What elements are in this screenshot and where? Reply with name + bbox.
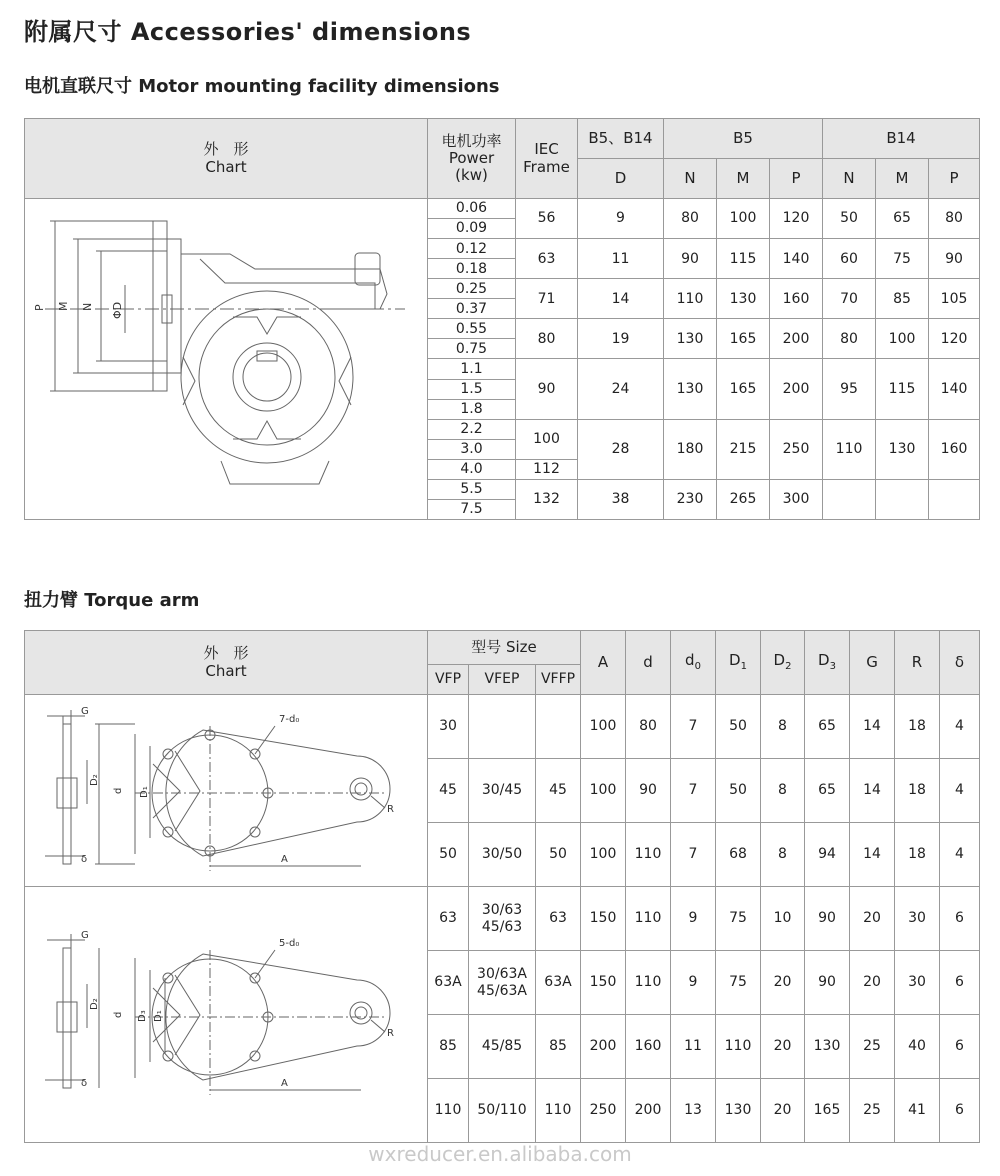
d-cell: 9: [578, 199, 664, 239]
d3-cell: 65: [805, 759, 850, 823]
b14-n-cell: 80: [823, 319, 876, 359]
b14-p-cell: [929, 479, 980, 519]
d1-cell: 68: [716, 823, 761, 887]
d3-header: $D_3$: [805, 631, 850, 695]
d3-cell: 165: [805, 1079, 850, 1143]
delta-label: δ: [81, 1077, 88, 1089]
b5-m-cell: 100: [717, 199, 770, 239]
watermark: wxreducer.en.alibaba.com: [368, 1142, 632, 1166]
b5-m-cell: 130: [717, 279, 770, 319]
iec-header: IEC Frame: [516, 119, 578, 199]
power-cell: 5.5: [428, 479, 516, 499]
d3-cell: 65: [805, 695, 850, 759]
d-cell: 24: [578, 359, 664, 419]
b14-n-cell: 70: [823, 279, 876, 319]
d2-cell: 20: [761, 951, 805, 1015]
vffp-cell: 63: [536, 887, 581, 951]
iec-cell: 71: [516, 279, 578, 319]
power-cell: 0.06: [428, 199, 516, 219]
b14-m-cell: 75: [876, 239, 929, 279]
b5-m-cell: 265: [717, 479, 770, 519]
g-cell: 14: [850, 823, 895, 887]
r-cell: 30: [895, 887, 940, 951]
g-label: G: [81, 929, 89, 941]
b14-m-cell: 115: [876, 359, 929, 419]
delta-cell: 6: [940, 1079, 980, 1143]
d2-cell: 8: [761, 759, 805, 823]
vfep-cell: [469, 695, 536, 759]
d1-cell: 75: [716, 951, 761, 1015]
power-cell: 0.09: [428, 219, 516, 239]
d-cell: 28: [578, 419, 664, 479]
power-cell: 1.5: [428, 379, 516, 399]
chart-header: 外 形 Chart: [25, 119, 428, 199]
d0-cell: 7: [671, 759, 716, 823]
power-cell: 0.55: [428, 319, 516, 339]
motor-section-heading: 电机直联尺寸 Motor mounting facility dimensions: [24, 76, 500, 97]
b5-m-cell: 115: [717, 239, 770, 279]
b14-m-cell: 100: [876, 319, 929, 359]
a-cell: 200: [581, 1015, 626, 1079]
d0-cell: 7: [671, 695, 716, 759]
d2-cell: 10: [761, 887, 805, 951]
b5-n-header: N: [664, 159, 717, 199]
torque-arm-drawing-1: [25, 696, 428, 886]
g-label: G: [81, 705, 89, 717]
r-cell: 18: [895, 695, 940, 759]
d0-cell: 9: [671, 951, 716, 1015]
a-cell: 100: [581, 823, 626, 887]
delta-label: δ: [81, 853, 88, 865]
n-label: N: [81, 302, 94, 311]
power-cell: 2.2: [428, 419, 516, 439]
iec-cell: 112: [516, 459, 578, 479]
power-cell: 0.18: [428, 259, 516, 279]
b5-p-cell: 140: [770, 239, 823, 279]
vffp-cell: 85: [536, 1015, 581, 1079]
chart-header: 外 形 Chart: [25, 631, 428, 695]
power-cell: 0.25: [428, 279, 516, 299]
r-label: R: [387, 803, 394, 815]
d1-label: D₁: [153, 1009, 164, 1022]
b5-n-cell: 230: [664, 479, 717, 519]
d-cell: 80: [626, 695, 671, 759]
b5-n-cell: 90: [664, 239, 717, 279]
d2-label: D₂: [89, 997, 100, 1010]
d-header: D: [578, 159, 664, 199]
d3-cell: 94: [805, 823, 850, 887]
a-cell: 250: [581, 1079, 626, 1143]
r-cell: 30: [895, 951, 940, 1015]
b14-p-cell: 105: [929, 279, 980, 319]
a-cell: 100: [581, 759, 626, 823]
vfp-cell: 30: [428, 695, 469, 759]
torque-section-heading: 扭力臂 Torque arm: [24, 590, 200, 611]
p-label: P: [33, 304, 46, 311]
vfep-header: VFEP: [469, 665, 536, 695]
b14-p-header: P: [929, 159, 980, 199]
b5-n-cell: 110: [664, 279, 717, 319]
b14-m-cell: 130: [876, 419, 929, 479]
d2-header: $D_2$: [761, 631, 805, 695]
holes-label: 7-d₀: [279, 713, 300, 725]
d1-label: D₁: [139, 785, 150, 798]
delta-header: δ: [940, 631, 980, 695]
d2-cell: 8: [761, 823, 805, 887]
b5-m-cell: 215: [717, 419, 770, 479]
delta-cell: 6: [940, 1015, 980, 1079]
vfp-cell: 85: [428, 1015, 469, 1079]
b14-p-cell: 160: [929, 419, 980, 479]
g-cell: 14: [850, 759, 895, 823]
vffp-cell: 50: [536, 823, 581, 887]
vffp-cell: 63A: [536, 951, 581, 1015]
d2-label: D₂: [89, 773, 100, 786]
b5-p-cell: 120: [770, 199, 823, 239]
b5-m-header: M: [717, 159, 770, 199]
torque-drawing-cell: [25, 887, 428, 1143]
d3-cell: 90: [805, 951, 850, 1015]
vfp-cell: 63: [428, 887, 469, 951]
d0-header: $d_0$: [671, 631, 716, 695]
vfep-cell: 45/85: [469, 1015, 536, 1079]
d1-cell: 130: [716, 1079, 761, 1143]
d-cell: 19: [578, 319, 664, 359]
b5-p-header: P: [770, 159, 823, 199]
b14-p-cell: 120: [929, 319, 980, 359]
g-cell: 25: [850, 1015, 895, 1079]
b5-m-cell: 165: [717, 359, 770, 419]
d1-cell: 110: [716, 1015, 761, 1079]
torque-drawing-cell: [25, 695, 428, 887]
power-header: 电机功率 Power (kw): [428, 119, 516, 199]
b5b14-header: B5、B14: [578, 119, 664, 159]
d1-cell: 50: [716, 759, 761, 823]
a-cell: 150: [581, 951, 626, 1015]
g-cell: 25: [850, 1079, 895, 1143]
r-label: R: [387, 1027, 394, 1039]
iec-cell: 90: [516, 359, 578, 419]
vfep-cell: 30/63A 45/63A: [469, 951, 536, 1015]
power-cell: 0.75: [428, 339, 516, 359]
vfep-cell: 30/50: [469, 823, 536, 887]
d1-cell: 75: [716, 887, 761, 951]
d3-cell: 90: [805, 887, 850, 951]
d-header: d: [626, 631, 671, 695]
b5-n-cell: 180: [664, 419, 717, 479]
b5-n-cell: 130: [664, 319, 717, 359]
power-cell: 3.0: [428, 439, 516, 459]
vfp-cell: 50: [428, 823, 469, 887]
table-row: [25, 887, 980, 951]
gear-motor-drawing: [25, 199, 428, 519]
r-header: R: [895, 631, 940, 695]
motor-dimensions-table: [24, 118, 980, 520]
b14-header: B14: [823, 119, 980, 159]
d3-cell: 130: [805, 1015, 850, 1079]
vfp-cell: 63A: [428, 951, 469, 1015]
d-cell: 14: [578, 279, 664, 319]
d3-label: D₃: [137, 1009, 148, 1022]
size-header: 型号 Size: [428, 631, 581, 665]
delta-cell: 6: [940, 887, 980, 951]
d0-cell: 9: [671, 887, 716, 951]
b5-p-cell: 200: [770, 359, 823, 419]
g-cell: 20: [850, 951, 895, 1015]
motor-drawing-cell: [25, 199, 428, 520]
vffp-cell: [536, 695, 581, 759]
b5-n-cell: 130: [664, 359, 717, 419]
vfep-cell: 30/63 45/63: [469, 887, 536, 951]
b5-header: B5: [664, 119, 823, 159]
table-row: [25, 695, 980, 759]
b5-p-cell: 160: [770, 279, 823, 319]
b14-p-cell: 80: [929, 199, 980, 239]
b5-p-cell: 250: [770, 419, 823, 479]
torque-arm-drawing-2: [25, 888, 428, 1142]
d0-cell: 11: [671, 1015, 716, 1079]
d-cell: 110: [626, 951, 671, 1015]
power-cell: 0.12: [428, 239, 516, 259]
b5-p-cell: 200: [770, 319, 823, 359]
r-cell: 40: [895, 1015, 940, 1079]
vfep-cell: 50/110: [469, 1079, 536, 1143]
g-header: G: [850, 631, 895, 695]
a-header: A: [581, 631, 626, 695]
power-cell: 4.0: [428, 459, 516, 479]
b14-n-header: N: [823, 159, 876, 199]
b14-n-cell: 60: [823, 239, 876, 279]
r-cell: 18: [895, 823, 940, 887]
a-label: A: [281, 853, 288, 865]
delta-cell: 4: [940, 759, 980, 823]
d0-cell: 13: [671, 1079, 716, 1143]
iec-cell: 132: [516, 479, 578, 519]
delta-cell: 4: [940, 695, 980, 759]
r-cell: 41: [895, 1079, 940, 1143]
d-label: d: [113, 1011, 124, 1018]
vfp-header: VFP: [428, 665, 469, 695]
d2-cell: 20: [761, 1079, 805, 1143]
delta-cell: 4: [940, 823, 980, 887]
a-cell: 150: [581, 887, 626, 951]
holes-label: 5-d₀: [279, 937, 300, 949]
delta-cell: 6: [940, 951, 980, 1015]
b14-n-cell: [823, 479, 876, 519]
b14-n-cell: 50: [823, 199, 876, 239]
vfp-cell: 110: [428, 1079, 469, 1143]
vffp-header: VFFP: [536, 665, 581, 695]
d2-cell: 20: [761, 1015, 805, 1079]
page-title: 附属尺寸 Accessories' dimensions: [24, 18, 472, 46]
b5-p-cell: 300: [770, 479, 823, 519]
d-cell: 11: [578, 239, 664, 279]
d0-cell: 7: [671, 823, 716, 887]
m-label: M: [57, 301, 70, 311]
phi-d-label: ΦD: [111, 301, 124, 319]
b5-m-cell: 165: [717, 319, 770, 359]
iec-cell: 100: [516, 419, 578, 459]
iec-cell: 56: [516, 199, 578, 239]
iec-cell: 80: [516, 319, 578, 359]
b14-p-cell: 90: [929, 239, 980, 279]
b14-n-cell: 95: [823, 359, 876, 419]
vfep-cell: 30/45: [469, 759, 536, 823]
d-cell: 90: [626, 759, 671, 823]
d1-cell: 50: [716, 695, 761, 759]
g-cell: 14: [850, 695, 895, 759]
power-cell: 1.8: [428, 399, 516, 419]
vffp-cell: 110: [536, 1079, 581, 1143]
b14-m-cell: 65: [876, 199, 929, 239]
d-cell: 110: [626, 823, 671, 887]
power-cell: 1.1: [428, 359, 516, 379]
b14-p-cell: 140: [929, 359, 980, 419]
iec-cell: 63: [516, 239, 578, 279]
d-label: d: [113, 787, 124, 794]
d-cell: 38: [578, 479, 664, 519]
r-cell: 18: [895, 759, 940, 823]
vfp-cell: 45: [428, 759, 469, 823]
d-cell: 110: [626, 887, 671, 951]
power-cell: 7.5: [428, 500, 516, 520]
torque-arm-table: [24, 630, 980, 1143]
g-cell: 20: [850, 887, 895, 951]
d1-header: $D_1$: [716, 631, 761, 695]
d-cell: 200: [626, 1079, 671, 1143]
d2-cell: 8: [761, 695, 805, 759]
power-cell: 0.37: [428, 299, 516, 319]
b14-m-cell: 85: [876, 279, 929, 319]
b14-m-header: M: [876, 159, 929, 199]
vffp-cell: 45: [536, 759, 581, 823]
a-cell: 100: [581, 695, 626, 759]
a-label: A: [281, 1077, 288, 1089]
b14-m-cell: [876, 479, 929, 519]
d-cell: 160: [626, 1015, 671, 1079]
b14-n-cell: 110: [823, 419, 876, 479]
b5-n-cell: 80: [664, 199, 717, 239]
